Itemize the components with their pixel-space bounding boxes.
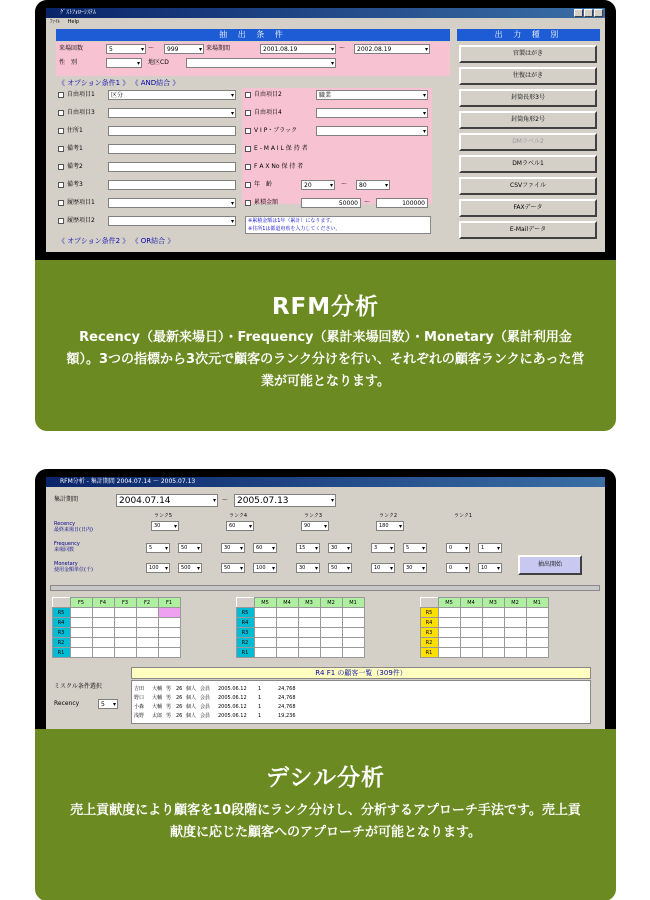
matrix-cell[interactable] — [527, 638, 549, 648]
matrix-row-header: R1 — [421, 648, 439, 658]
option-checkbox[interactable] — [58, 110, 64, 116]
matrix-col-header: M4 — [277, 598, 299, 608]
matrix-cell[interactable] — [159, 648, 181, 658]
matrix-col-header: M3 — [483, 598, 505, 608]
table-cell: 1 — [258, 695, 262, 701]
option-input[interactable] — [108, 162, 236, 172]
table-cell: 個人 — [186, 704, 197, 710]
age-from-select[interactable]: 20 ▾ — [301, 180, 335, 190]
matrix-col-header: F2 — [137, 598, 159, 608]
matrix-col-header: M4 — [461, 598, 483, 608]
window-titlebar — [46, 8, 605, 18]
option-input[interactable] — [108, 144, 236, 154]
table-cell: 1 — [258, 686, 262, 692]
guest-follow-window — [46, 8, 605, 252]
table-cell: 会員 — [200, 704, 211, 710]
matrix-cell[interactable] — [159, 638, 181, 648]
monetary-from-select[interactable]: 50 ▾ — [221, 563, 245, 573]
option-label: 累積金額 — [254, 199, 279, 206]
rank-row-label: Monetary 使用金額単位(千) — [54, 561, 93, 573]
matrix-cell[interactable] — [159, 608, 181, 618]
matrix-cell[interactable] — [483, 608, 505, 618]
frequency-from-select[interactable]: 5 ▾ — [146, 543, 170, 553]
option-input[interactable] — [108, 216, 236, 226]
matrix-cell[interactable] — [277, 648, 299, 658]
monetary-to-select[interactable]: 30 ▾ — [403, 563, 427, 573]
customer-list[interactable] — [131, 680, 591, 724]
matrix-cell[interactable] — [71, 648, 93, 658]
frequency-to-select[interactable]: 30 ▾ — [328, 543, 352, 553]
start-extract-button[interactable]: 抽出開始 — [518, 555, 582, 575]
matrix-cell[interactable] — [71, 638, 93, 648]
output-button[interactable]: DMラベル2 — [459, 133, 597, 151]
note-line: ※住所1は都道府県を入力してください。 — [248, 226, 341, 232]
matrix-cell[interactable] — [255, 648, 277, 658]
rfm-text — [35, 288, 616, 393]
table-cell: 太郎 — [152, 713, 163, 719]
monetary-from-select[interactable]: 30 ▾ — [296, 563, 320, 573]
matrix-cell[interactable] — [527, 648, 549, 658]
decile-text — [35, 759, 616, 844]
matrix-cell[interactable] — [137, 638, 159, 648]
table-cell: 2005.06.12 — [218, 686, 247, 692]
matrix-cell[interactable] — [505, 638, 527, 648]
recency-select-label: Recency — [54, 700, 80, 707]
matrix-col-header: M2 — [505, 598, 527, 608]
matrix-cell[interactable] — [299, 618, 321, 628]
matrix-cell[interactable] — [527, 618, 549, 628]
frequency-to-select[interactable]: 1 ▾ — [478, 543, 502, 553]
matrix-cell[interactable] — [255, 628, 277, 638]
amount-sep: 〜 — [364, 199, 371, 206]
age-sep: 〜 — [341, 181, 348, 188]
output-button[interactable]: 封筒角形2号 — [459, 111, 597, 129]
matrix-col-header: F5 — [71, 598, 93, 608]
monetary-to-select[interactable]: 10 ▾ — [478, 563, 502, 573]
matrix-cell[interactable] — [343, 618, 365, 628]
matrix-row-header: R3 — [237, 628, 255, 638]
period-sep: 〜 — [222, 497, 229, 504]
option-checkbox[interactable] — [245, 200, 251, 206]
matrix-row-header: R5 — [237, 608, 255, 618]
matrix-cell[interactable] — [321, 638, 343, 648]
option-label: 備考2 — [67, 163, 83, 170]
matrix-row-header: R3 — [421, 628, 439, 638]
matrix-cell[interactable] — [71, 628, 93, 638]
option-input[interactable] — [108, 108, 236, 118]
monetary-to-select[interactable]: 50 ▾ — [328, 563, 352, 573]
matrix-cell[interactable] — [439, 648, 461, 658]
option-checkbox[interactable] — [58, 92, 64, 98]
table-cell: 2005.06.12 — [218, 704, 247, 710]
close-button[interactable] — [594, 9, 603, 17]
decile-title: デシル分析 — [266, 765, 385, 791]
matrix-cell[interactable] — [137, 648, 159, 658]
matrix-col-header: M2 — [321, 598, 343, 608]
option-label: F A X No 保 持 者 — [254, 163, 304, 170]
table-cell: 26 — [176, 704, 183, 710]
monetary-to-select[interactable]: 500 ▾ — [178, 563, 202, 573]
region-select[interactable] — [186, 58, 336, 68]
visit-from-select[interactable]: 5 ▾ — [106, 44, 146, 54]
matrix-cell[interactable] — [461, 608, 483, 618]
matrix-col-header: M3 — [299, 598, 321, 608]
matrix-cell[interactable] — [255, 618, 277, 628]
table-cell: 野口 — [134, 695, 145, 701]
matrix-cell[interactable] — [255, 638, 277, 648]
rank-header: ランク1 — [454, 513, 473, 519]
option-input[interactable]: 職業 ▾ — [316, 90, 428, 100]
table-cell: 26 — [176, 713, 183, 719]
note-line: ※累積金額は1年（累計）になります。 — [248, 218, 335, 224]
output-button[interactable]: FAXデータ — [459, 199, 597, 217]
option-label: 備考3 — [67, 181, 83, 188]
window-title: RFM分析 - 集計期間 2004.07.14 ～ 2005.07.13 — [60, 478, 196, 485]
table-cell: 24,768 — [278, 695, 296, 701]
table-cell: 男 — [166, 704, 172, 710]
table-cell: 2005.06.12 — [218, 695, 247, 701]
option-checkbox[interactable] — [245, 128, 251, 134]
option-label: 年 齢 — [254, 181, 273, 188]
matrix-cell[interactable] — [93, 618, 115, 628]
rfm-screenshot — [35, 0, 616, 260]
output-button[interactable]: CSVファイル — [459, 177, 597, 195]
date-to-select[interactable]: 2002.08.19 ▾ — [354, 44, 430, 54]
rfm-matrix — [236, 597, 365, 658]
matrix-cell[interactable] — [159, 628, 181, 638]
option-label: 履歴項目2 — [67, 217, 95, 224]
option-label: 自由項目1 — [67, 91, 95, 98]
table-cell: 1 — [258, 713, 262, 719]
period-to-select[interactable]: 2005.07.13 ▾ — [234, 494, 336, 507]
monetary-from-select[interactable]: 100 ▾ — [146, 563, 170, 573]
gender-select[interactable] — [106, 58, 142, 68]
option-checkbox[interactable] — [245, 92, 251, 98]
matrix-cell[interactable] — [277, 638, 299, 648]
option-label: 住所1 — [67, 127, 83, 134]
recency-select[interactable]: 180 ▾ — [376, 521, 404, 531]
matrix-cell[interactable] — [483, 618, 505, 628]
period-from-select[interactable]: 2004.07.14 ▾ — [116, 494, 218, 507]
decile-screenshot — [35, 469, 616, 729]
matrix-row-header: R5 — [53, 608, 71, 618]
matrix-col-header: F4 — [93, 598, 115, 608]
amount-from-input[interactable]: 50000 — [301, 198, 361, 208]
table-cell: 会員 — [200, 686, 211, 692]
table-cell: 男 — [166, 686, 172, 692]
matrix-cell[interactable] — [277, 618, 299, 628]
matrix-cell[interactable] — [299, 628, 321, 638]
option-checkbox[interactable] — [58, 200, 64, 206]
matrix-cell[interactable] — [461, 648, 483, 658]
menu-file[interactable]: ﾌｧｲﾙ — [50, 19, 61, 25]
rfm-matrix — [52, 597, 181, 658]
option-label: 自由項目2 — [254, 91, 282, 98]
option-checkbox[interactable] — [58, 182, 64, 188]
option-input[interactable]: 区分 ▾ — [108, 90, 236, 100]
matrix-cell[interactable] — [93, 628, 115, 638]
matrix-col-header: F3 — [115, 598, 137, 608]
matrix-col-header: M5 — [255, 598, 277, 608]
output-type-header: 出 力 種 別 — [457, 29, 600, 41]
date-from-select[interactable]: 2001.08.19 ▾ — [260, 44, 336, 54]
matrix-cell[interactable] — [137, 628, 159, 638]
frequency-from-select[interactable]: 0 ▾ — [446, 543, 470, 553]
table-cell: 浅野 — [134, 713, 145, 719]
table-cell: 26 — [176, 695, 183, 701]
matrix-cell[interactable] — [115, 608, 137, 618]
rfm-matrix — [420, 597, 549, 658]
option-label: 自由項目3 — [67, 109, 95, 116]
matrix-col-header: F1 — [159, 598, 181, 608]
matrix-cell[interactable] — [115, 638, 137, 648]
table-row[interactable] — [134, 703, 308, 710]
region-label: 地区CD — [148, 59, 169, 66]
monetary-to-select[interactable]: 100 ▾ — [253, 563, 277, 573]
matrix-cell[interactable] — [461, 618, 483, 628]
table-cell: 吉田 — [134, 686, 145, 692]
matrix-cell[interactable] — [439, 608, 461, 618]
option-checkbox[interactable] — [245, 182, 251, 188]
table-cell: 大輔 — [152, 695, 163, 701]
menu-bar — [46, 18, 605, 27]
rfm-title: RFM分析 — [271, 294, 380, 320]
matrix-cell[interactable] — [93, 648, 115, 658]
matrix-row-header: R3 — [53, 628, 71, 638]
option-checkbox[interactable] — [245, 164, 251, 170]
decile-description: 売上貢献度により顧客を10段階にランク分けし、分析するアプローチ手法です。売上貢献度に応じた顧客へのアプローチが可能となります。 — [70, 803, 581, 840]
option-checkbox[interactable] — [58, 146, 64, 152]
matrix-cell[interactable] — [115, 618, 137, 628]
matrix-cell[interactable] — [299, 638, 321, 648]
table-cell: 男 — [166, 695, 172, 701]
option-input[interactable] — [108, 180, 236, 190]
matrix-cell[interactable] — [505, 648, 527, 658]
option-checkbox[interactable] — [58, 128, 64, 134]
option-label: 備考1 — [67, 145, 83, 152]
matrix-cell[interactable] — [321, 648, 343, 658]
rank-header: ランク4 — [229, 513, 248, 519]
date-sep: 〜 — [339, 45, 346, 52]
frequency-from-select[interactable]: 30 ▾ — [221, 543, 245, 553]
matrix-cell[interactable] — [343, 638, 365, 648]
matrix-cell[interactable] — [505, 618, 527, 628]
rank-select-label: ミスクル条件選択 — [54, 683, 102, 690]
matrix-cell[interactable] — [483, 648, 505, 658]
matrix-cell[interactable] — [461, 628, 483, 638]
matrix-cell[interactable] — [93, 638, 115, 648]
option1-caption: 《 オプション条件1 》 《 AND結合 》 — [58, 79, 180, 87]
matrix-cell[interactable] — [505, 608, 527, 618]
matrix-cell[interactable] — [343, 608, 365, 618]
rank-header: ランク3 — [304, 513, 323, 519]
note-box — [245, 216, 431, 234]
recency-rank-select[interactable]: 5 ▾ — [98, 699, 118, 709]
output-button[interactable]: 封筒長形3号 — [459, 89, 597, 107]
matrix-cell[interactable] — [527, 608, 549, 618]
frequency-to-select[interactable]: 60 ▾ — [253, 543, 277, 553]
matrix-cell[interactable] — [439, 638, 461, 648]
table-cell: 2005.06.12 — [218, 713, 247, 719]
matrix-cell[interactable] — [137, 608, 159, 618]
matrix-col-header: M1 — [527, 598, 549, 608]
matrix-cell[interactable] — [159, 618, 181, 628]
rfm-card — [35, 0, 616, 431]
table-row[interactable] — [134, 712, 308, 719]
maximize-button[interactable] — [584, 9, 593, 17]
matrix-cell[interactable] — [483, 628, 505, 638]
option-input[interactable] — [108, 126, 236, 136]
amount-to-input[interactable]: 100000 — [376, 198, 428, 208]
table-cell: 大輔 — [152, 686, 163, 692]
visit-count-label: 来場回数 — [59, 45, 84, 52]
frequency-from-select[interactable]: 3 ▾ — [371, 543, 395, 553]
matrix-cell[interactable] — [115, 648, 137, 658]
table-cell: 24,768 — [278, 686, 296, 692]
option-checkbox[interactable] — [58, 164, 64, 170]
matrix-cell[interactable] — [505, 628, 527, 638]
option-checkbox[interactable] — [245, 110, 251, 116]
table-cell: 個人 — [186, 713, 197, 719]
matrix-cell[interactable] — [321, 628, 343, 638]
table-cell: 個人 — [186, 695, 197, 701]
table-row[interactable] — [134, 694, 308, 701]
visit-to-select[interactable]: 999 ▾ — [164, 44, 204, 54]
customer-list-title: R4 F1 の顧客一覧（309件） — [131, 667, 591, 679]
option-label: 自由項目4 — [254, 109, 282, 116]
matrix-cell[interactable] — [461, 638, 483, 648]
table-cell: 小森 — [134, 704, 145, 710]
progress-bar — [50, 585, 600, 591]
gender-label: 性 別 — [59, 59, 78, 66]
matrix-cell[interactable] — [93, 608, 115, 618]
frequency-to-select[interactable]: 50 ▾ — [178, 543, 202, 553]
matrix-row-header: R1 — [237, 648, 255, 658]
recency-select[interactable]: 60 ▾ — [226, 521, 254, 531]
option-label: E - M A I L 保 持 者 — [254, 145, 308, 152]
matrix-cell[interactable] — [483, 638, 505, 648]
matrix-cell[interactable] — [299, 608, 321, 618]
table-cell: 会員 — [200, 713, 211, 719]
matrix-row-header: R4 — [421, 618, 439, 628]
option-checkbox[interactable] — [58, 218, 64, 224]
matrix-cell[interactable] — [439, 628, 461, 638]
visit-sep: 〜 — [148, 45, 155, 52]
matrix-cell[interactable] — [71, 608, 93, 618]
matrix-cell[interactable] — [321, 618, 343, 628]
monetary-from-select[interactable]: 0 ▾ — [446, 563, 470, 573]
table-cell: 男 — [166, 713, 172, 719]
matrix-cell[interactable] — [299, 648, 321, 658]
rank-header: ランク5 — [154, 513, 173, 519]
rank-row-label: Frequency 来場回数 — [54, 541, 80, 553]
last-visit-label: 来場期間 — [206, 45, 231, 52]
table-cell: 会員 — [200, 695, 211, 701]
matrix-row-header: R4 — [53, 618, 71, 628]
matrix-cell[interactable] — [255, 608, 277, 618]
menu-help[interactable]: Help — [67, 19, 80, 25]
matrix-cell[interactable] — [343, 628, 365, 638]
frequency-from-select[interactable]: 15 ▾ — [296, 543, 320, 553]
period-label: 集計期間 — [54, 496, 79, 503]
recency-select[interactable]: 30 ▾ — [151, 521, 179, 531]
option-input[interactable] — [108, 198, 236, 208]
age-to-select[interactable]: 80 ▾ — [356, 180, 390, 190]
table-cell: 1 — [258, 704, 262, 710]
extract-conditions-header: 抽 出 条 件 — [56, 29, 450, 41]
matrix-cell[interactable] — [137, 618, 159, 628]
rank-header: ランク2 — [379, 513, 398, 519]
matrix-row-header: R2 — [421, 638, 439, 648]
option-checkbox[interactable] — [245, 146, 251, 152]
output-button[interactable]: 往復はがき — [459, 67, 597, 85]
frequency-to-select[interactable]: 5 ▾ — [403, 543, 427, 553]
matrix-cell[interactable] — [321, 608, 343, 618]
minimize-button[interactable] — [574, 9, 583, 17]
option2-caption: 《 オプション条件2 》 《 OR結合 》 — [58, 237, 175, 245]
output-button[interactable]: DMラベル1 — [459, 155, 597, 173]
window-titlebar — [46, 477, 605, 487]
table-cell: 24,768 — [278, 704, 296, 710]
option-input[interactable] — [316, 108, 428, 118]
decile-card — [35, 469, 616, 900]
matrix-cell[interactable] — [277, 608, 299, 618]
table-cell: 26 — [176, 686, 183, 692]
output-button[interactable]: E-Mailデータ — [459, 221, 597, 239]
matrix-row-header: R5 — [421, 608, 439, 618]
matrix-col-header: M5 — [439, 598, 461, 608]
matrix-cell[interactable] — [277, 628, 299, 638]
table-cell: 19,236 — [278, 713, 296, 719]
window-title: ｸﾞｽﾄﾌｫﾛｰｼｽﾃﾑ — [60, 9, 97, 16]
matrix-row-header: R1 — [53, 648, 71, 658]
matrix-row-header: R4 — [237, 618, 255, 628]
option-label: V I P・ブラック — [254, 127, 298, 134]
rfm-analysis-window — [46, 477, 605, 729]
matrix-row-header: R2 — [53, 638, 71, 648]
table-row[interactable] — [134, 685, 308, 692]
matrix-cell[interactable] — [527, 628, 549, 638]
option-input[interactable] — [316, 126, 428, 136]
recency-select[interactable]: 90 ▾ — [301, 521, 329, 531]
matrix-cell[interactable] — [115, 628, 137, 638]
matrix-col-header: M1 — [343, 598, 365, 608]
table-cell: 大輔 — [152, 704, 163, 710]
matrix-cell[interactable] — [71, 618, 93, 628]
output-button[interactable]: 官製はがき — [459, 45, 597, 63]
matrix-cell[interactable] — [439, 618, 461, 628]
table-cell: 個人 — [186, 686, 197, 692]
matrix-row-header: R2 — [237, 638, 255, 648]
rank-row-label: Recency 最終来場日(日内) — [54, 521, 93, 533]
rfm-description: Recency（最新来場日）・Frequency（累計来場回数）・Monetary（累計利用金額）。3つの指標から3次元で顧客のランク分けを行い、それぞれの顧客ランクにあった営業が可能となります。 — [66, 330, 585, 389]
monetary-from-select[interactable]: 10 ▾ — [371, 563, 395, 573]
option-label: 履歴項目1 — [67, 199, 95, 206]
matrix-cell[interactable] — [343, 648, 365, 658]
